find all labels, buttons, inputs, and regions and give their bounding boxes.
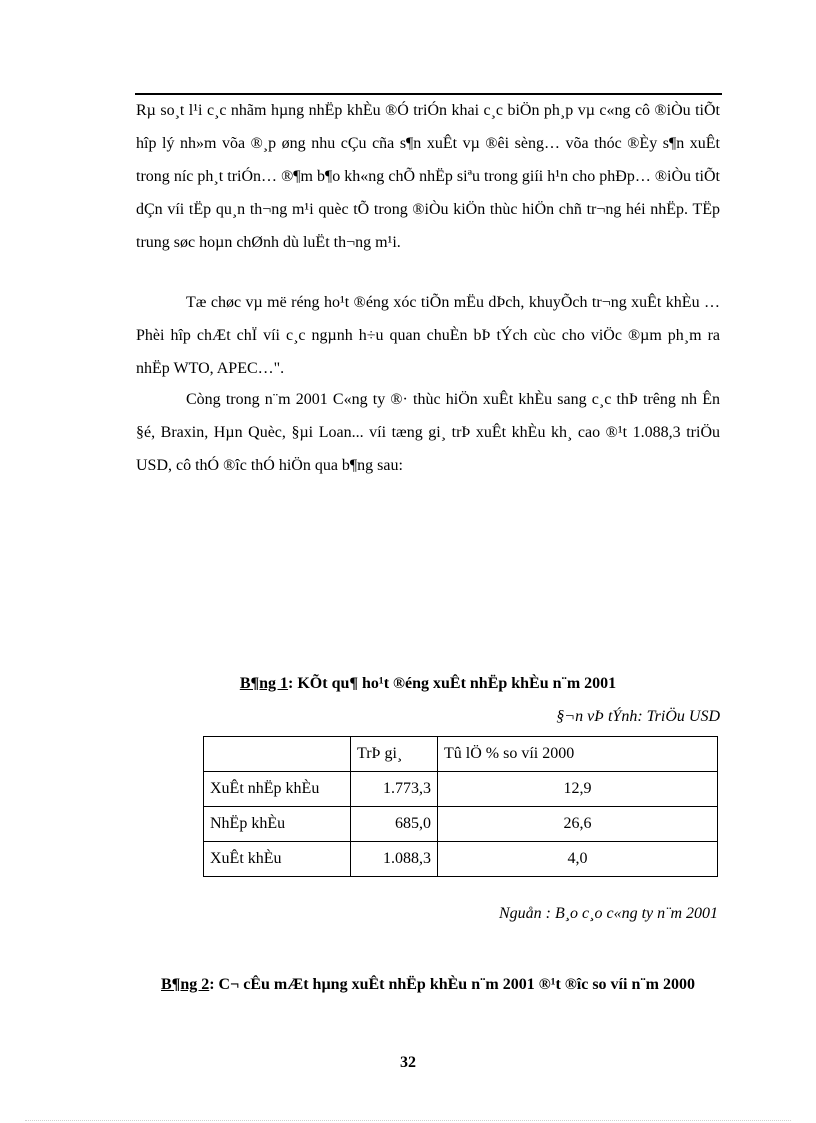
table1-caption-label: B¶ng 1 [239, 675, 289, 692]
table2-caption-text: : C¬ cÊu mÆt hµng xuÊt nhËp khÈu n¨m 2001 ®¹t ®îc so víi n¨m 2000 [209, 976, 695, 993]
table-row [204, 842, 718, 877]
table-header-cell: TrÞ gi¸ [351, 737, 438, 772]
table1-caption-text: : KÕt qu¶ ho¹t ®éng xuÊt nhËp khÈu n¨m 2001 [288, 675, 617, 692]
table-cell: NhËp khÈu [204, 807, 351, 842]
table-cell: 26,6 [438, 807, 718, 842]
table2-caption [136, 968, 720, 1001]
table-cell: 4,0 [438, 842, 718, 877]
table-header-cell [204, 737, 351, 772]
body-paragraph-1: Rµ so¸t l¹i c¸c nhãm hµng nhËp khÈu ®Ó triÓn khai c¸c biÖn ph¸p vµ c«ng cô ®iÒu tiÕt hîp lý nh»m võa ®¸p øng nhu cÇu cña s¶n xuÊt vµ ®êi sèng… võa thóc ®Èy s¶n xuÊt trong níc ph¸t triÓn… ®¶m b¶o kh«ng chÕ nhËp siªu trong giíi h¹n cho phÐp… ®iÒu tiÕt dÇn víi tËp qu¸n th¬ng m¹i quèc tÕ trong ®iÒu kiÖn thùc hiÖn chñ tr¬ng héi nhËp. TËp trung søc hoµn chØnh dù luËt th¬ng m¹i. [136, 102, 720, 251]
table1-unit: §¬n vÞ tÝnh: TriÖu USD [556, 708, 720, 725]
body-paragraph-3: Còng trong n¨m 2001 C«ng ty ®· thùc hiÖn xuÊt khÈu sang c¸c thÞ trêng nh Ên §é, Braxin, Hµn Quèc, §µi Loan... víi tæng gi¸ trÞ xuÊt khÈu kh¸ cao ®¹t 1.088,3 triÖu USD, cô thÓ ®îc thÓ hiÖn qua b¶ng sau: [136, 391, 720, 474]
table1-caption [136, 675, 720, 693]
table-cell: 1.088,3 [351, 842, 438, 877]
table2-caption-label: B¶ng 2 [161, 976, 210, 993]
table-row [204, 772, 718, 807]
table-cell: 685,0 [351, 807, 438, 842]
body-paragraph-2: Tæ chøc vµ më réng ho¹t ®éng xóc tiÕn mËu dÞch, khuyÕch tr¬ng xuÊt khÈu … Phèi hîp chÆt chÏ víi c¸c ngµnh h÷u quan chuÈn bÞ tÝch cùc cho viÖc ®µm ph¸m ra nhËp WTO, APEC…". [136, 294, 720, 377]
table-header-cell: Tû lÖ % so víi 2000 [438, 737, 718, 772]
table-row [204, 807, 718, 842]
table1 [203, 736, 718, 877]
table-cell: XuÊt nhËp khÈu [204, 772, 351, 807]
table-header-row [204, 737, 718, 772]
page-bottom-divider [25, 1120, 791, 1121]
table-cell: 12,9 [438, 772, 718, 807]
table-cell: 1.773,3 [351, 772, 438, 807]
table-cell: XuÊt khÈu [204, 842, 351, 877]
page-number: 32 [400, 1054, 416, 1071]
table1-source: Nguån : B¸o c¸o c«ng ty n¨m 2001 [498, 905, 718, 922]
